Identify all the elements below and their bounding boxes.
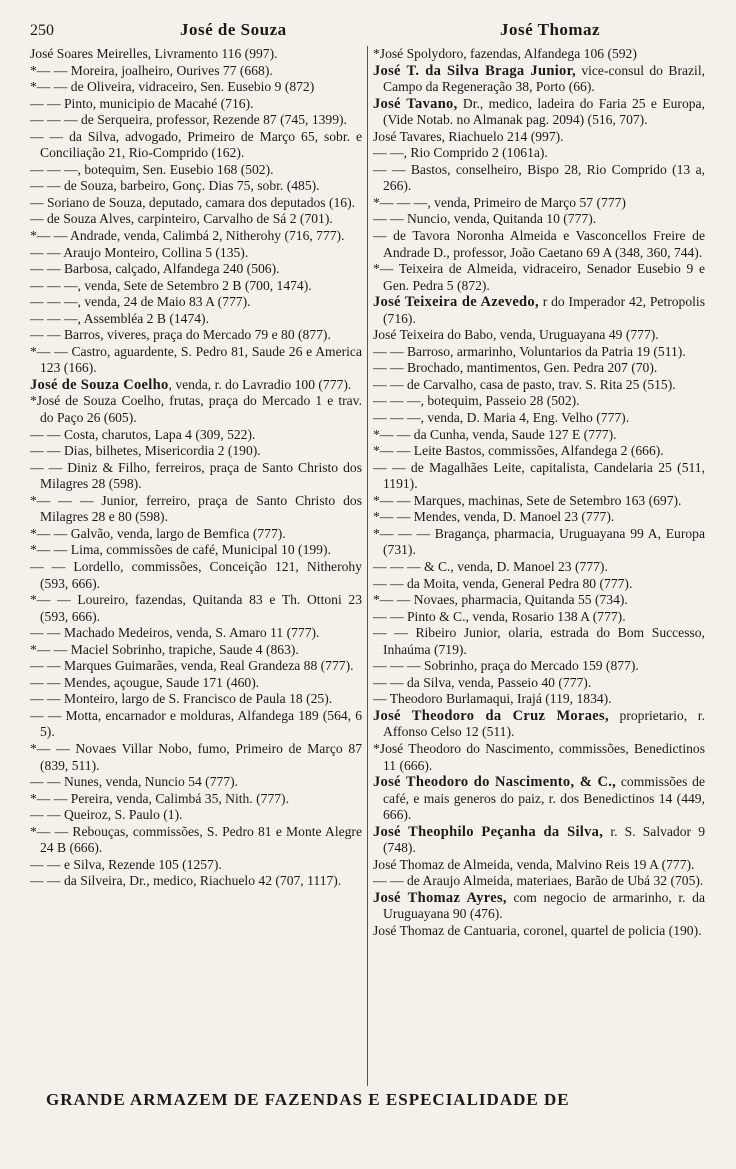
directory-entry: — — Araujo Monteiro, Collina 5 (135). xyxy=(30,244,249,260)
directory-entry: — — e Silva, Rezende 105 (1257). xyxy=(30,856,222,872)
directory-entry: — — da Silva, advogado, Primeiro de Março 65, sobr. e Conciliação 21, Rio-Comprido (162). xyxy=(30,128,362,161)
directory-entry: — — Barros, viveres, praça do Mercado 79 e 80 (877). xyxy=(30,327,331,343)
directory-entry: *— — Castro, aguardente, S. Pedro 81, Saude 26 e America 123 (166). xyxy=(30,343,362,376)
footer-banner: GRANDE ARMAZEM DE FAZENDAS E ESPECIALIDADE DE xyxy=(46,1090,570,1109)
entry-details: r do Imperador 42, Petropolis (716). xyxy=(383,294,705,326)
directory-entry: — — Ribeiro Junior, olaria, estrada do Bom Successo, Inhaúma (719). xyxy=(373,625,705,657)
directory-entry: *— Teixeira de Almeida, vidraceiro, Senador Eusebio 9 e Gen. Pedra 5 (872). xyxy=(373,261,705,293)
directory-entry: *— — Mendes, venda, D. Manoel 23 (777). xyxy=(373,509,615,525)
directory-entry: — — Nuncio, venda, Quitanda 10 (777). xyxy=(373,211,597,227)
entry-details: com negocio de armarinho, r. da Uruguayana 90 (476). xyxy=(383,889,705,922)
directory-entry: — — Dias, bilhetes, Misericordia 2 (190). xyxy=(30,443,261,459)
directory-entry: *— — Andrade, venda, Calimbá 2, Nitherohy (716, 777). xyxy=(30,228,345,244)
directory-entry: *— — Lima, commissões de café, Municipal 10 (199). xyxy=(30,542,331,558)
directory-entry: — — Queiroz, S. Paulo (1). xyxy=(30,807,183,823)
directory-entry: — — da Moita, venda, General Pedra 80 (777). xyxy=(373,575,633,591)
directory-entry: *— — —, venda, Primeiro de Março 57 (777) xyxy=(373,194,626,210)
directory-entry: *— — Marques, machinas, Sete de Setembro 163 (697). xyxy=(373,492,682,508)
directory-entry: — — Mendes, açougue, Saude 171 (460). xyxy=(30,674,260,690)
directory-entry: — — de Magalhães Leite, capitalista, Candelaria 25 (511, 1191). xyxy=(373,459,705,492)
page-number: 250 xyxy=(30,22,54,39)
entry-details: proprietario, r. Affonso Celso 12 (511). xyxy=(383,707,705,740)
directory-entry: *— — Novaes, pharmacia, Quitanda 55 (734). xyxy=(373,592,628,608)
entry-name: José Tavano, xyxy=(373,95,458,112)
directory-entry: — — Barbosa, calçado, Alfandega 240 (506). xyxy=(30,261,280,277)
column-divider xyxy=(367,46,368,1086)
directory-entry: — — Marques Guimarães, venda, Real Grandeza 88 (777). xyxy=(30,658,354,674)
directory-entry: — — —, Assembléa 2 B (1474). xyxy=(30,310,209,326)
directory-entry: — — Diniz & Filho, ferreiros, praça de Santo Christo dos Milagres 28 (598). xyxy=(30,459,362,492)
directory-entry: — — Barroso, armarinho, Voluntarios da Patria 19 (511). xyxy=(373,343,686,359)
directory-entry: — — da Silva, venda, Passeio 40 (777). xyxy=(373,674,592,690)
running-header xyxy=(30,20,706,46)
directory-entry: — — de Souza, barbeiro, Gonç. Dias 75, sobr. (485). xyxy=(30,178,320,194)
directory-entry: — — Nunes, venda, Nuncio 54 (777). xyxy=(30,774,239,790)
directory-entry: — — Lordello, commissões, Conceição 121, Nitherohy (593, 666). xyxy=(30,558,362,591)
entry-name: José de Souza Coelho xyxy=(30,376,169,393)
directory-entry: — — da Silveira, Dr., medico, Riachuelo 42 (707, 1117). xyxy=(30,873,342,889)
directory-entry xyxy=(30,377,362,394)
directory-entry: — — Brochado, mantimentos, Gen. Pedra 207 (70). xyxy=(373,360,658,376)
directory-entry: — — — Sobrinho, praça do Mercado 159 (877). xyxy=(373,658,639,674)
directory-entry: — Theodoro Burlamaqui, Irajá (119, 1834). xyxy=(373,691,612,707)
entry-name: José Theodoro da Cruz Moraes, xyxy=(373,707,609,724)
directory-entry: — — —, botequim, Sen. Eusebio 168 (502). xyxy=(30,161,274,177)
entry-details: r. S. Salvador 9 (748). xyxy=(383,823,705,856)
left-column xyxy=(30,46,362,890)
directory-entry: José Tavares, Riachuelo 214 (997). xyxy=(373,128,564,144)
directory-entry: *— — Galvão, venda, largo de Bemfica (777). xyxy=(30,525,286,541)
directory-entry: — de Souza Alves, carpinteiro, Carvalho de Sá 2 (701). xyxy=(30,211,333,227)
directory-entry: José Thomaz de Almeida, venda, Malvino Reis 19 A (777). xyxy=(373,856,695,872)
directory-entry: José Thomaz de Cantuaria, coronel, quartel de policia (190). xyxy=(373,922,702,938)
entry-name: José Theophilo Peçanha da Silva, xyxy=(373,823,604,840)
directory-entry: — — — de Serqueira, professor, Rezende 87 (745, 1399). xyxy=(30,112,347,128)
directory-entry: *— — — Bragança, pharmacia, Uruguayana 99 A, Europa (731). xyxy=(373,525,705,558)
directory-entry: — — —, venda, 24 de Maio 83 A (777). xyxy=(30,294,251,310)
directory-entry: *— — da Cunha, venda, Saude 127 E (777). xyxy=(373,426,617,442)
entry-name: José T. da Silva Braga Junior, xyxy=(373,62,576,79)
directory-entry: — — —, venda, D. Maria 4, Eng. Velho (777). xyxy=(373,410,630,426)
directory-entry: *— — Maciel Sobrinho, trapiche, Saude 4 (863). xyxy=(30,641,299,657)
directory-entry: José Soares Meirelles, Livramento 116 (997). xyxy=(30,46,278,61)
directory-entry: *— — de Oliveira, vidraceiro, Sen. Eusebio 9 (872) xyxy=(30,79,315,95)
entry-details: vice-consul do Brazil, Campo da Regeneração 38, Porto (66). xyxy=(383,62,706,95)
entry-name: José Theodoro do Nascimento, & C., xyxy=(373,774,617,791)
directory-entry: — — Bastos, conselheiro, Bispo 28, Rio Comprido (13 a, 266). xyxy=(373,161,705,194)
directory-entry: — de Tavora Noronha Almeida e Vasconcellos Freire de Andrade D., professor, João Caetano 69 A (348, 360, 744). xyxy=(373,228,705,260)
directory-entry xyxy=(373,890,705,923)
directory-entry: *José Spolydoro, fazendas, Alfandega 106 (592) xyxy=(373,46,637,61)
directory-entry: *José de Souza Coelho, frutas, praça do Mercado 1 e trav. do Paço 26 (605). xyxy=(30,393,362,426)
entry-details: , venda, r. do Lavradio 100 (777). xyxy=(168,376,352,392)
directory-entry: *— — Moreira, joalheiro, Ourives 77 (668). xyxy=(30,62,273,78)
directory-entry: — —, Rio Comprido 2 (1061a). xyxy=(373,145,548,161)
directory-entry: — — Machado Medeiros, venda, S. Amaro 11 (777). xyxy=(30,625,320,641)
directory-entry: *— — Loureiro, fazendas, Quitanda 83 e Th. Ottoni 23 (593, 666). xyxy=(30,592,362,624)
directory-entry xyxy=(373,63,705,96)
directory-entry: — — — & C., venda, D. Manoel 23 (777). xyxy=(373,558,608,574)
directory-entry xyxy=(373,824,705,857)
directory-entry xyxy=(373,294,705,327)
directory-entry: — — Costa, charutos, Lapa 4 (309, 522). xyxy=(30,426,256,442)
entry-name: José Thomaz Ayres, xyxy=(373,889,507,906)
left-running-title: José de Souza xyxy=(180,20,287,39)
directory-entry: *— — Rebouças, commissões, S. Pedro 81 e Monte Alegre 24 B (666). xyxy=(30,823,362,856)
directory-entry: *— — Pereira, venda, Calimbá 35, Nith. (777). xyxy=(30,790,289,806)
entry-details: commissões de café, e mais generos do paiz, r. dos Benedictinos 14 (449, 666). xyxy=(383,774,705,823)
directory-entry: — — Pinto & C., venda, Rosario 138 A (777). xyxy=(373,608,626,624)
entry-name: José Teixeira de Azevedo, xyxy=(373,294,539,311)
directory-entry: — — —, venda, Sete de Setembro 2 B (700, 1474). xyxy=(30,277,312,293)
right-running-title: José Thomaz xyxy=(500,20,601,39)
directory-entry: *— — Novaes Villar Nobo, fumo, Primeiro de Março 87 (839, 511). xyxy=(30,740,362,773)
directory-entry: — Soriano de Souza, deputado, camara dos deputados (16). xyxy=(30,194,356,210)
directory-entry: *José Theodoro do Nascimento, commissões, Benedictinos 11 (666). xyxy=(373,740,705,773)
directory-entry xyxy=(373,708,705,741)
directory-entry: — — Pinto, municipio de Macahé (716). xyxy=(30,95,254,111)
directory-entry: *— — — Junior, ferreiro, praça de Santo Christo dos Milagres 28 e 80 (598). xyxy=(30,492,362,525)
directory-entry xyxy=(373,774,705,824)
directory-entry: — — de Carvalho, casa de pasto, trav. S. Rita 25 (515). xyxy=(373,376,676,392)
directory-entry: José Teixeira do Babo, venda, Uruguayana 49 (777). xyxy=(373,327,659,343)
directory-entry: — — —, botequim, Passeio 28 (502). xyxy=(373,393,580,409)
directory-entry: — — de Araujo Almeida, materiaes, Barão de Ubá 32 (705). xyxy=(373,873,704,889)
directory-entry: *— — Leite Bastos, commissões, Alfandega 2 (666). xyxy=(373,443,664,459)
entry-details: Dr., medico, ladeira do Faria 25 e Europa, (Vide Notab. no Almanak pag. 2094) (516, 707). xyxy=(383,95,705,128)
directory-entry: — — Monteiro, largo de S. Francisco de Paula 18 (25). xyxy=(30,691,333,707)
directory-entry xyxy=(373,96,705,129)
right-column xyxy=(373,46,705,940)
directory-entry: — — Motta, encarnador e molduras, Alfandega 189 (564, 6 5). xyxy=(30,707,362,740)
